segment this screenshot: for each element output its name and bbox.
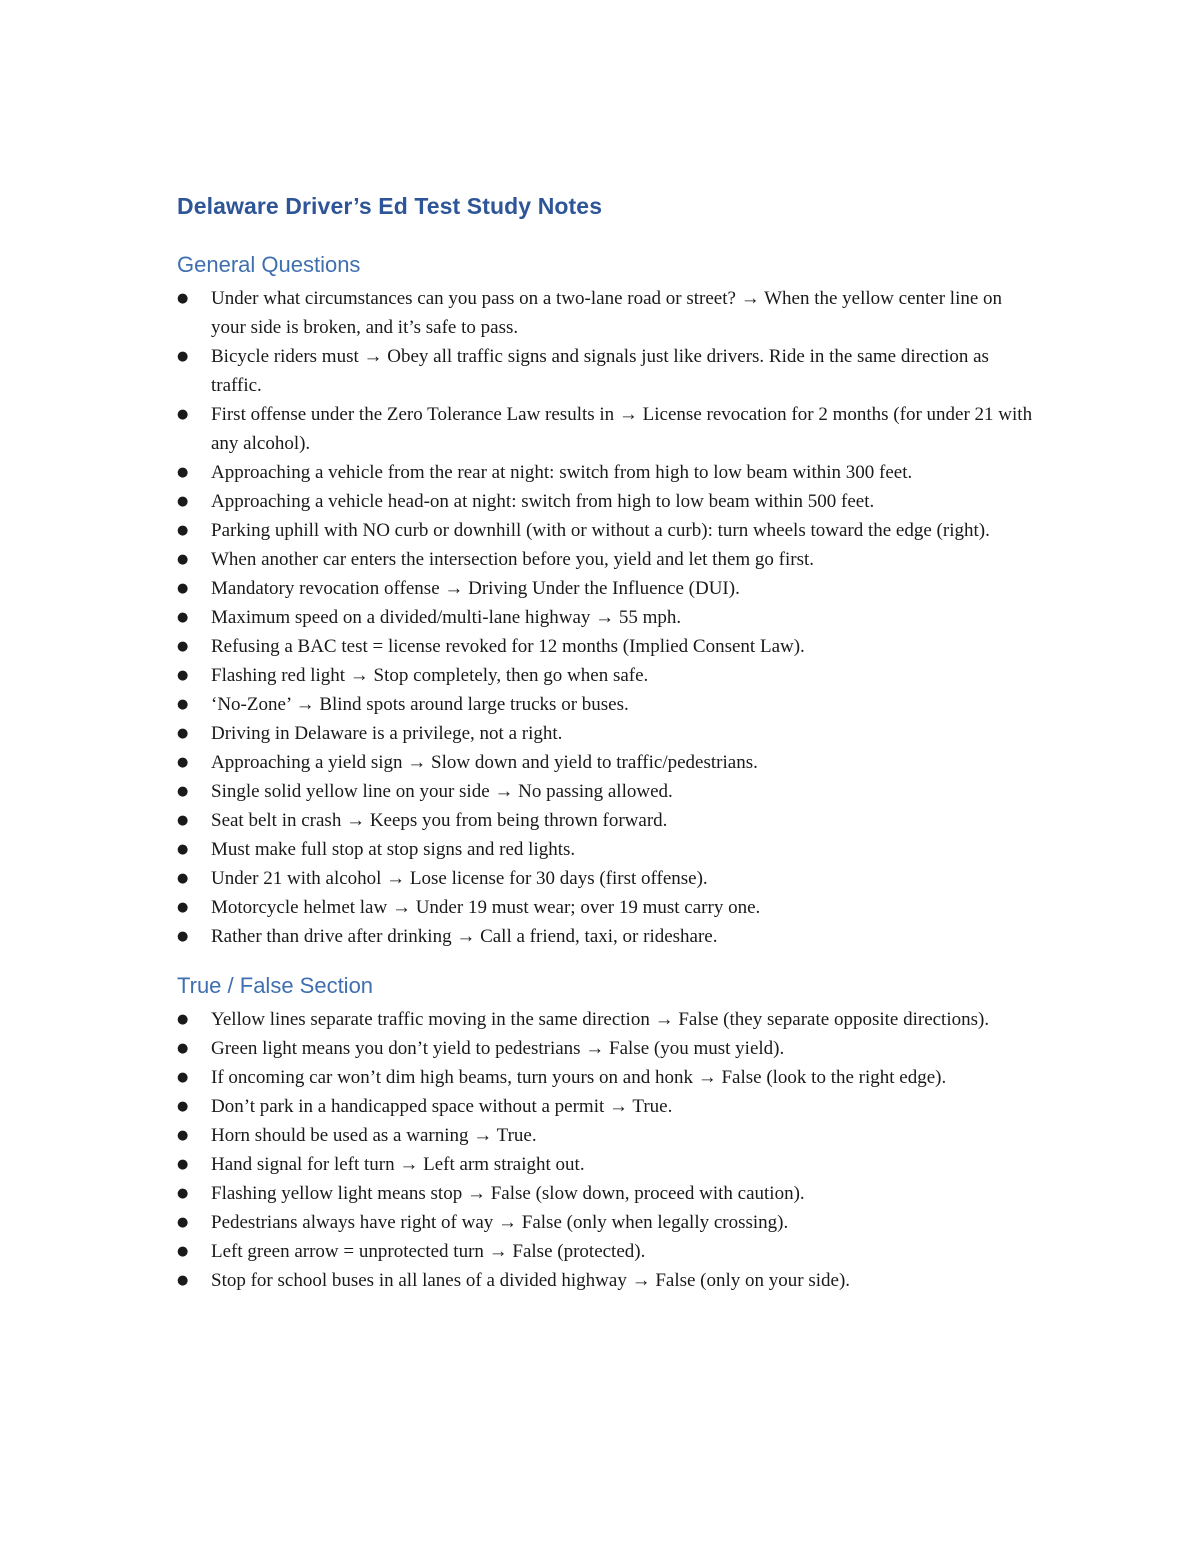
bullet-icon: ● (177, 755, 189, 770)
list-item-text: Driving in Delaware is a privilege, not a right. (211, 723, 563, 744)
list-item (177, 545, 1037, 574)
bullet-icon: ● (177, 1215, 189, 1230)
section-heading-general: General Questions (177, 252, 361, 277)
bullet-icon: ● (177, 697, 189, 712)
list-item (177, 487, 1037, 516)
list-item (177, 516, 1037, 545)
list-item (177, 893, 1037, 922)
list-item-text: If oncoming car won’t dim high beams, turn yours on and honk → False (look to the right edge). (211, 1067, 947, 1088)
list-item-text: Under 21 with alcohol → Lose license for 30 days (first offense). (211, 868, 708, 889)
list-item-text: First offense under the Zero Tolerance Law results in → License revocation for 2 months (for under 21 with any alcohol). (211, 404, 1033, 454)
bullet-icon: ● (177, 1070, 189, 1085)
document-body (177, 190, 1037, 1295)
bullet-icon: ● (177, 1186, 189, 1201)
list-item-text: Motorcycle helmet law → Under 19 must wear; over 19 must carry one. (211, 897, 761, 918)
list-item (177, 806, 1037, 835)
list-item (177, 922, 1037, 951)
list-item-text: Bicycle riders must → Obey all traffic signs and signals just like drivers. Ride in the same direction as traffic. (211, 346, 989, 396)
list-item (177, 603, 1037, 632)
list-item (177, 1121, 1037, 1150)
list-item-text: Single solid yellow line on your side → No passing allowed. (211, 781, 673, 802)
list-item (177, 458, 1037, 487)
bullet-icon: ● (177, 610, 189, 625)
bullet-icon: ● (177, 291, 189, 306)
list-item (177, 1150, 1037, 1179)
list-item-text: Approaching a yield sign → Slow down and yield to traffic/pedestrians. (211, 752, 758, 773)
list-item-text: Pedestrians always have right of way → False (only when legally crossing). (211, 1212, 789, 1233)
list-item (177, 1034, 1037, 1063)
bullet-icon: ● (177, 784, 189, 799)
bullet-icon: ● (177, 668, 189, 683)
bullet-icon: ● (177, 1012, 189, 1027)
list-item-text: ‘No-Zone’ → Blind spots around large trucks or buses. (211, 694, 629, 715)
bullet-icon: ● (177, 407, 189, 422)
list-item-text: Seat belt in crash → Keeps you from being thrown forward. (211, 810, 668, 831)
list-item-text: Green light means you don’t yield to pedestrians → False (you must yield). (211, 1038, 785, 1059)
bullet-icon: ● (177, 871, 189, 886)
list-item (177, 574, 1037, 603)
list-item (177, 864, 1037, 893)
bullet-icon: ● (177, 813, 189, 828)
page-title: Delaware Driver’s Ed Test Study Notes (177, 193, 603, 219)
bullet-list-general (177, 284, 1037, 951)
bullet-icon: ● (177, 465, 189, 480)
bullet-icon: ● (177, 581, 189, 596)
bullet-icon: ● (177, 552, 189, 567)
list-item-text: Flashing red light → Stop completely, then go when safe. (211, 665, 649, 686)
list-item (177, 632, 1037, 661)
bullet-icon: ● (177, 639, 189, 654)
list-item (177, 1179, 1037, 1208)
bullet-icon: ● (177, 929, 189, 944)
bullet-icon: ● (177, 900, 189, 915)
list-item-text: Yellow lines separate traffic moving in the same direction → False (they separate opposite directions). (211, 1009, 990, 1030)
list-item (177, 1237, 1037, 1266)
list-item (177, 1266, 1037, 1295)
bullet-icon: ● (177, 1099, 189, 1114)
bullet-icon: ● (177, 1244, 189, 1259)
list-item (177, 777, 1037, 806)
list-item (177, 719, 1037, 748)
bullet-icon: ● (177, 842, 189, 857)
list-item-text: Stop for school buses in all lanes of a divided highway → False (only on your side). (211, 1270, 851, 1291)
bullet-icon: ● (177, 1273, 189, 1288)
list-item (177, 835, 1037, 864)
section-heading-true-false: True / False Section (177, 973, 374, 998)
list-item-text: Under what circumstances can you pass on a two-lane road or street? → When the yellow center line on your side is broken, and it’s safe to pass. (211, 288, 1003, 338)
list-item-text: Don’t park in a handicapped space without a permit → True. (211, 1096, 673, 1117)
bullet-icon: ● (177, 1041, 189, 1056)
list-item (177, 748, 1037, 777)
bullet-icon: ● (177, 349, 189, 364)
list-item (177, 342, 1037, 400)
list-item-text: Refusing a BAC test = license revoked for 12 months (Implied Consent Law). (211, 636, 805, 657)
list-item (177, 400, 1037, 458)
list-item (177, 1208, 1037, 1237)
list-item (177, 690, 1037, 719)
list-item-text: Approaching a vehicle head-on at night: switch from high to low beam within 500 feet. (211, 491, 875, 512)
list-item-text: Hand signal for left turn → Left arm straight out. (211, 1154, 585, 1175)
bullet-list-true-false (177, 1005, 1037, 1295)
list-item (177, 1005, 1037, 1034)
list-item-text: Maximum speed on a divided/multi-lane highway → 55 mph. (211, 607, 682, 628)
list-item-text: Parking uphill with NO curb or downhill (with or without a curb): turn wheels toward the edge (right). (211, 520, 990, 541)
list-item-text: Mandatory revocation offense → Driving Under the Influence (DUI). (211, 578, 740, 599)
bullet-icon: ● (177, 494, 189, 509)
list-item-text: Flashing yellow light means stop → False (slow down, proceed with caution). (211, 1183, 805, 1204)
bullet-icon: ● (177, 1157, 189, 1172)
bullet-icon: ● (177, 1128, 189, 1143)
list-item (177, 661, 1037, 690)
list-item-text: Approaching a vehicle from the rear at night: switch from high to low beam within 300 feet. (211, 462, 913, 483)
list-item (177, 1063, 1037, 1092)
bullet-icon: ● (177, 523, 189, 538)
list-item-text: Left green arrow = unprotected turn → False (protected). (211, 1241, 646, 1262)
list-item-text: Must make full stop at stop signs and red lights. (211, 839, 576, 860)
bullet-icon: ● (177, 726, 189, 741)
list-item-text: When another car enters the intersection before you, yield and let them go first. (211, 549, 815, 570)
list-item (177, 284, 1037, 342)
list-item-text: Rather than drive after drinking → Call a friend, taxi, or rideshare. (211, 926, 718, 947)
list-item (177, 1092, 1037, 1121)
list-item-text: Horn should be used as a warning → True. (211, 1125, 537, 1146)
